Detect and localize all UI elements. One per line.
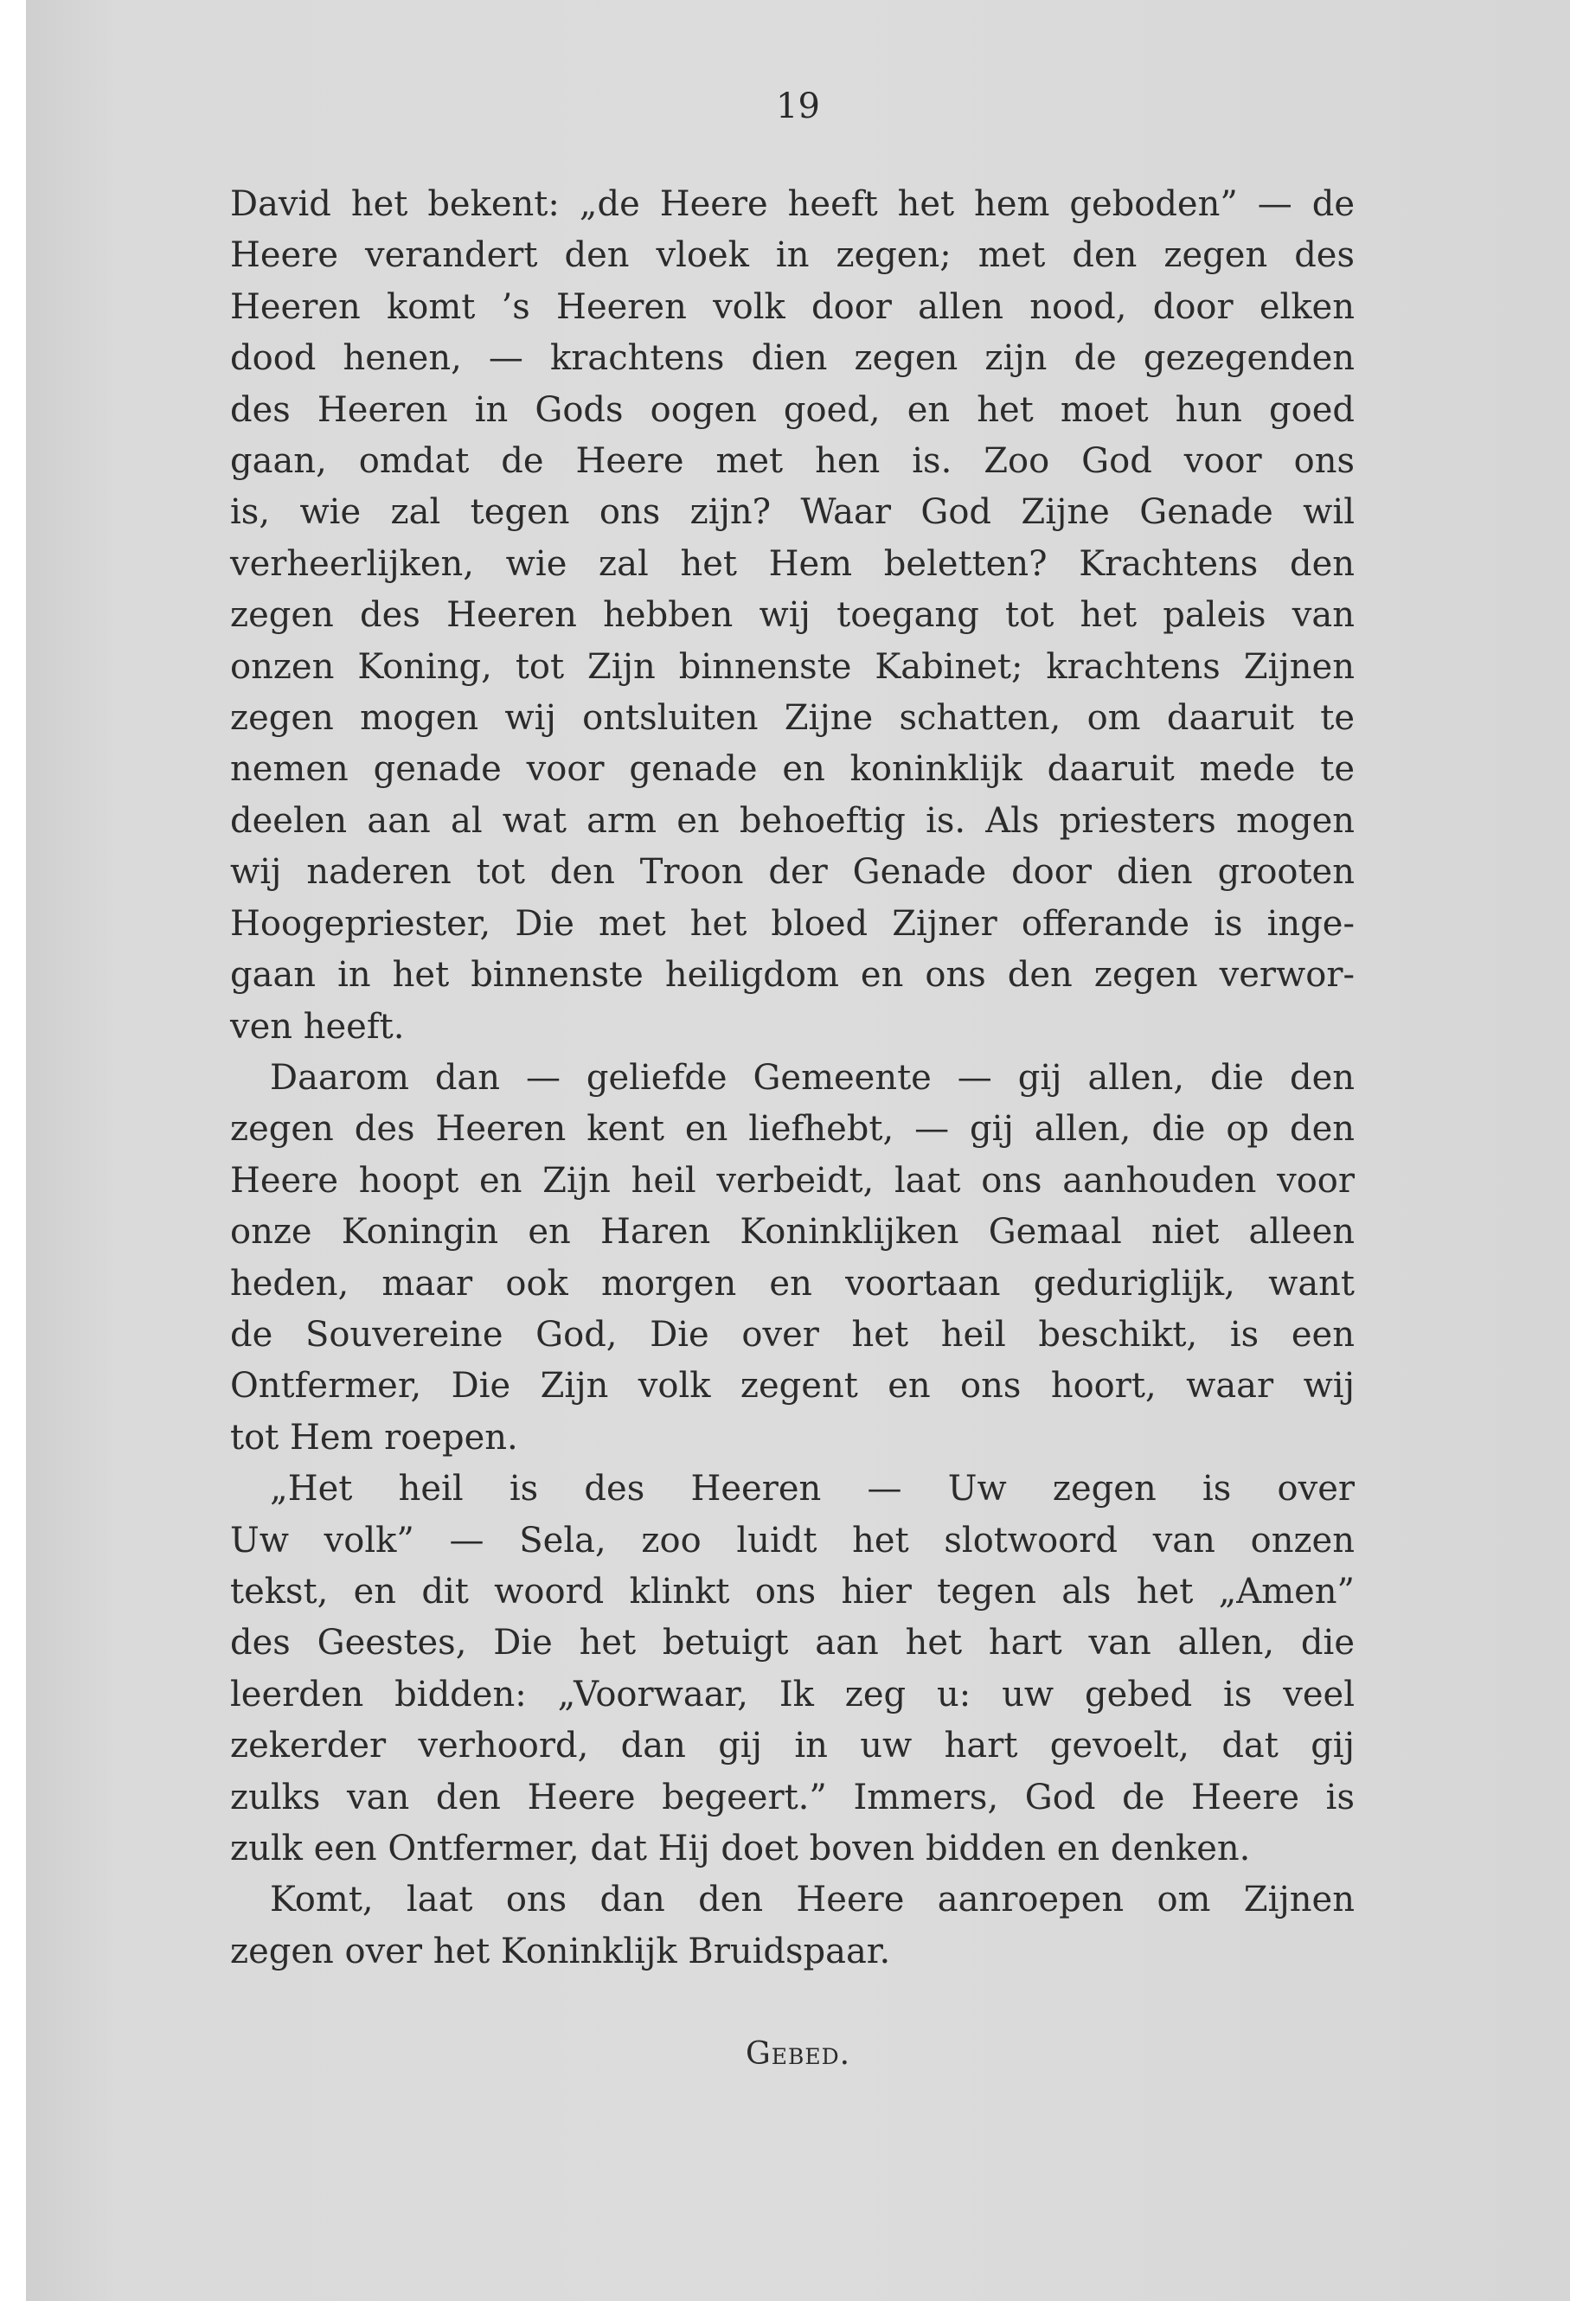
text-line: des Geestes, Die het betuigt aan het hart van allen, die (230, 1623, 1355, 1663)
paragraph-2 (230, 1053, 1355, 1464)
text-line: Heere verandert den vloek in zegen; met den zegen des (230, 235, 1355, 276)
scanned-page (26, 0, 1570, 2301)
text-line: tekst, en dit woord klinkt ons hier tegen als het „Amen” (230, 1571, 1355, 1612)
text-line: Daarom dan — geliefde Gemeente — gij allen, die den (270, 1057, 1355, 1098)
section-heading: Gebed. (745, 2036, 851, 2072)
text-line: Heeren komt ’s Heeren volk door allen nood, door elken (230, 286, 1355, 327)
text-line: de Souvereine God, Die over het heil beschikt, is een (230, 1314, 1355, 1355)
text-line: gaan in het binnenste heiligdom en ons den zegen verwor- (230, 955, 1355, 996)
text-line: wij naderen tot den Troon der Genade door dien grooten (230, 852, 1355, 893)
paragraph-1 (230, 179, 1355, 1053)
text-line: Heere hoopt en Zijn heil verbeidt, laat ons aanhouden voor (230, 1160, 1355, 1201)
text-line: zegen mogen wij ontsluiten Zijne schatten, om daaruit te (230, 698, 1355, 739)
text-line: deelen aan al wat arm en behoeftig is. Als priesters mogen (230, 800, 1355, 841)
text-line: gaan, omdat de Heere met hen is. Zoo God voor ons (230, 441, 1355, 482)
text-line: zegen des Heeren kent en liefhebt, — gij allen, die op den (230, 1109, 1355, 1150)
text-line: heden, maar ook morgen en voortaan geduriglijk, want (230, 1263, 1355, 1304)
text-line: onzen Koning, tot Zijn binnenste Kabinet; krachtens Zijnen (230, 646, 1355, 687)
text-line: zegen des Heeren hebben wij toegang tot het paleis van (230, 595, 1355, 636)
text-line: nemen genade voor genade en koninklijk daaruit mede te (230, 749, 1355, 790)
text-line: David het bekent: „de Heere heeft het hem geboden” — de (230, 184, 1355, 224)
text-line: Ontfermer, Die Zijn volk zegent en ons hoort, waar wij (230, 1366, 1355, 1407)
text-line: zulks van den Heere begeert.” Immers, God de Heere is (230, 1777, 1355, 1817)
text-line: dood henen, — krachtens dien zegen zijn de gezegenden (230, 338, 1355, 379)
text-line: Komt, laat ons dan den Heere aanroepen om Zijnen (270, 1880, 1355, 1920)
page-number: 19 (776, 87, 820, 126)
text-line: des Heeren in Gods oogen goed, en het moet hun goed (230, 389, 1355, 430)
paragraph-3 (230, 1464, 1355, 1875)
body-text (230, 179, 1355, 1977)
text-line: zekerder verhoord, dan gij in uw hart gevoelt, dat gij (230, 1726, 1355, 1766)
text-line: tot Hem roepen. (230, 1417, 518, 1458)
text-line: „Het heil is des Heeren — Uw zegen is over (270, 1469, 1355, 1509)
text-line: leerden bidden: „Voorwaar, Ik zeg u: uw gebed is veel (230, 1674, 1355, 1715)
text-line: zegen over het Koninklijk Bruidspaar. (230, 1931, 891, 1971)
text-line: zulk een Ontfermer, dat Hij doet boven bidden en denken. (230, 1829, 1251, 1868)
paragraph-4 (230, 1875, 1355, 1977)
text-line: verheerlijken, wie zal het Hem beletten? Krachtens den (230, 543, 1355, 584)
text-line: ven heeft. (230, 1006, 405, 1047)
text-line: Hoogepriester, Die met het bloed Zijner offerande is inge- (230, 903, 1355, 944)
text-line: Uw volk” — Sela, zoo luidt het slotwoord van onzen (230, 1520, 1355, 1561)
text-line: onze Koningin en Haren Koninklijken Gemaal niet alleen (230, 1212, 1355, 1253)
text-line: is, wie zal tegen ons zijn? Waar God Zijne Genade wil (230, 492, 1355, 533)
